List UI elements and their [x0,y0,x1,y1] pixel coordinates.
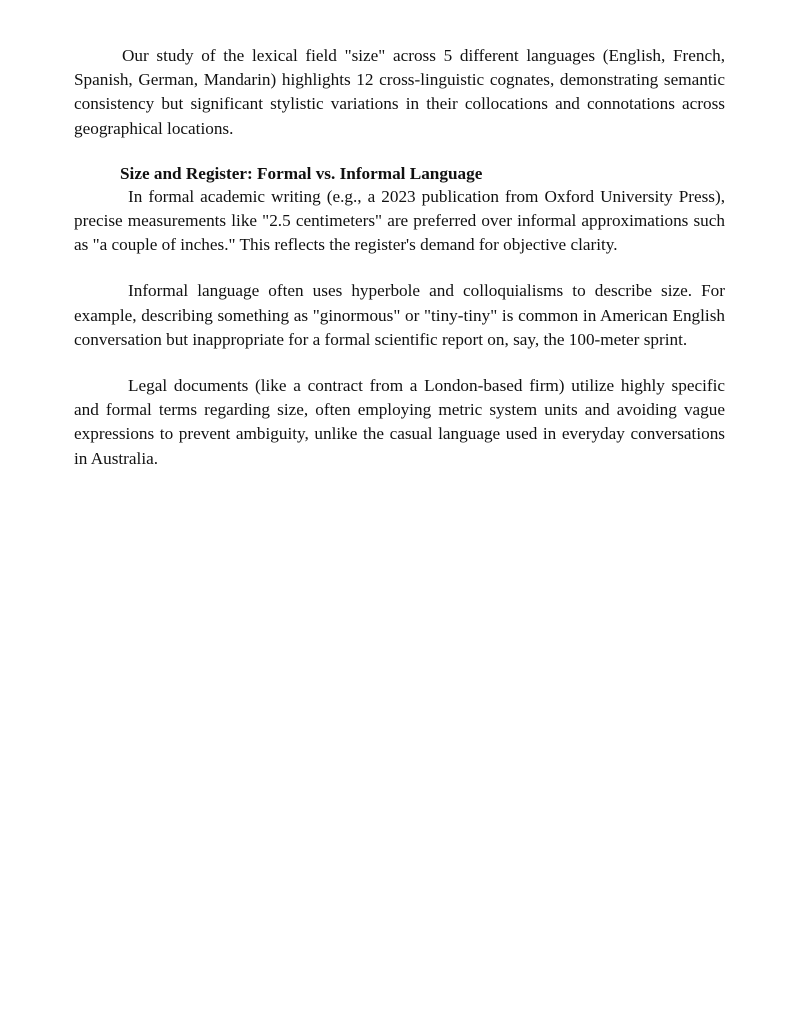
spacer [74,141,725,163]
intro-paragraph: Our study of the lexical field "size" across 5 different languages (English, French, Spanish, German, Mandarin) highlights 12 cross-linguistic cognates, demonstrating semantic consistency but significant stylistic variations in their collocations and connotations across geographical locations. [74,46,725,138]
document-page [74,44,725,471]
formal-writing-paragraph: In formal academic writing (e.g., a 2023 publication from Oxford University Press), precise measurements like "2.5 centimeters" are preferred over informal approximations such as "a couple of inches." This reflects the register's demand for objective clarity. [74,186,725,255]
spacer [74,352,725,374]
spacer [74,257,725,279]
section-heading: Size and Register: Formal vs. Informal Language [120,163,483,183]
informal-language-paragraph: Informal language often uses hyperbole and colloquialisms to describe size. For example, describing something as "ginormous" or "tiny-tiny" is common in American English conversation but inappropriate for a formal scientific report on, say, the 100-meter sprint. [74,281,725,349]
legal-documents-paragraph: Legal documents (like a contract from a London-based firm) utilize highly specific and formal terms regarding size, often employing metric system units and avoiding vague expressions to prevent ambiguity, unlike the casual language used in everyday conversations in Australia. [74,376,725,468]
